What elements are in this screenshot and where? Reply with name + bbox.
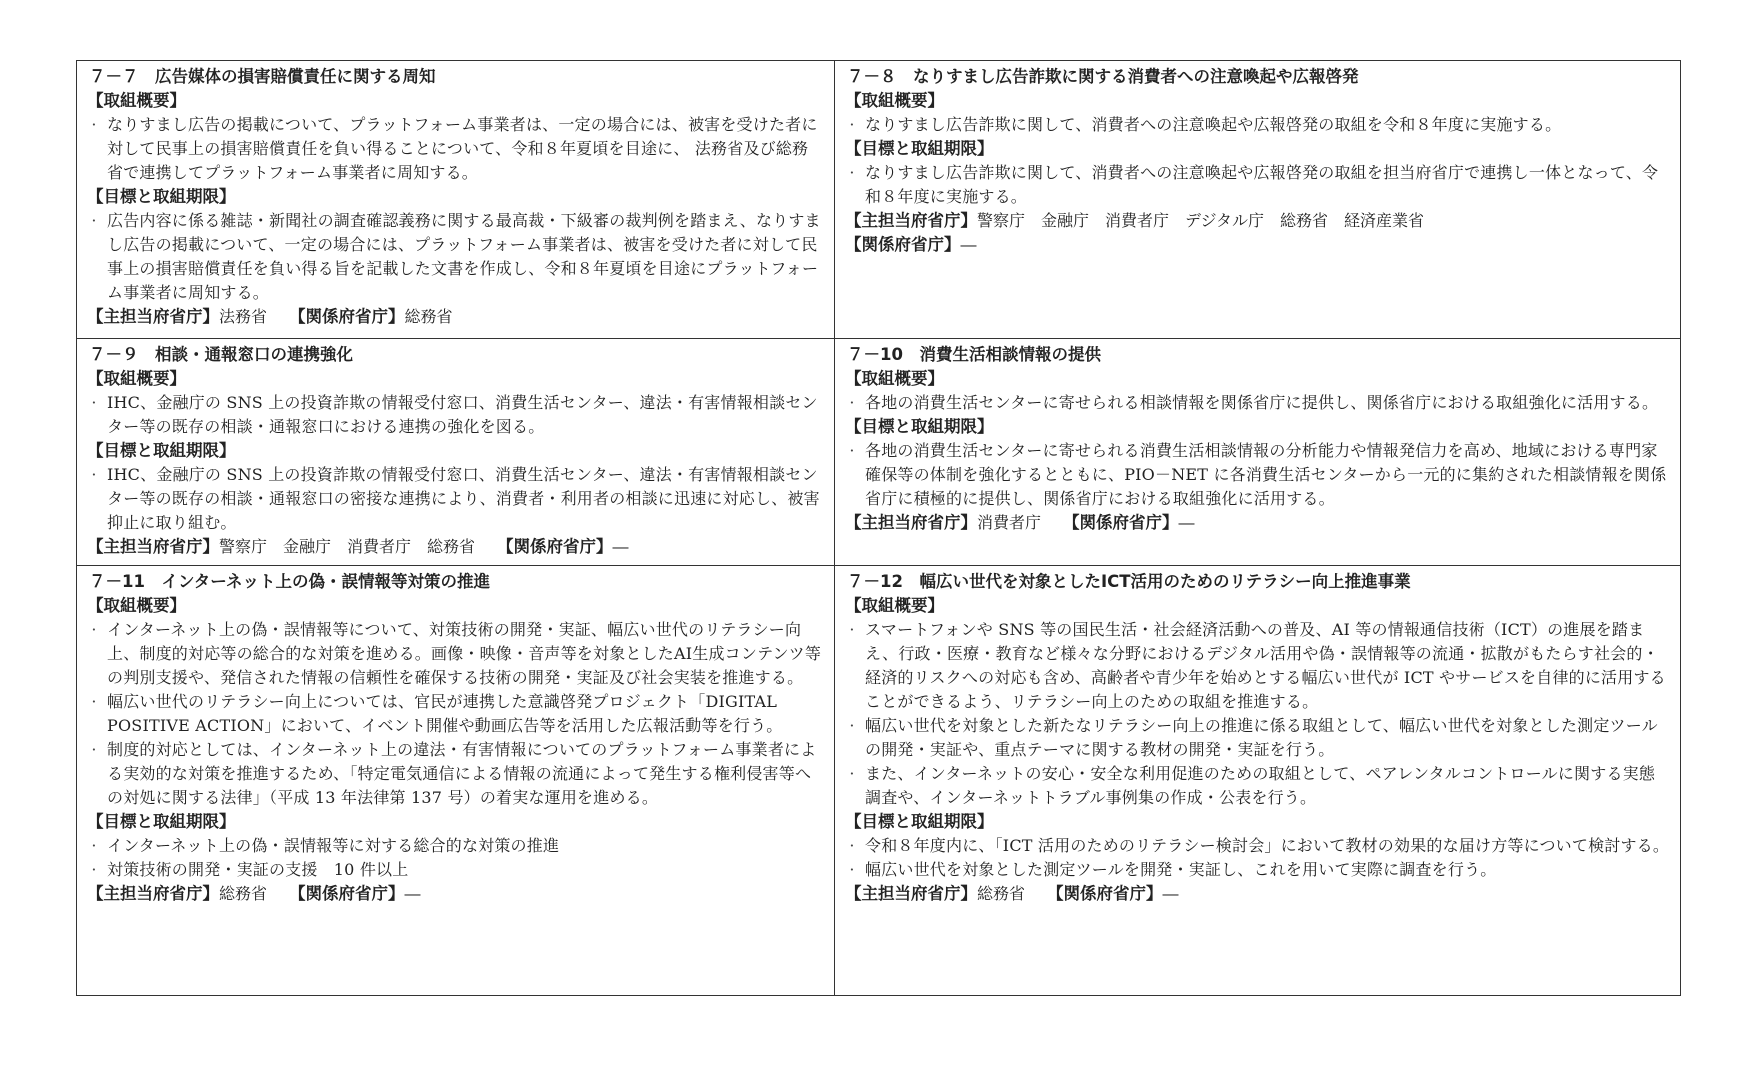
measure-title: ７－８ なりすまし広告詐欺に関する消費者への注意喚起や広報啓発: [847, 67, 1359, 86]
goal-item-text: 各地の消費生活センターに寄せられる消費生活相談情報の分析能力や情報発信力を高め、地域における専門家確保等の体制を強化するとともに、PIO－NET に各消費生活センターから一元的に集約された相談情報を関係省庁に積極的に提供し、関係省庁における取組強化に活用する。: [865, 441, 1667, 508]
measure-cell: [835, 339, 1681, 566]
overview-heading: 【取組概要】: [87, 91, 186, 110]
agency-line: [87, 535, 824, 559]
goal-item: [845, 858, 1670, 882]
agency-line: [845, 882, 1670, 906]
measure-cell: [77, 566, 835, 996]
related-agency-label: 【関係府省庁】: [1047, 884, 1163, 903]
main-agency-value: 消費者庁: [977, 513, 1042, 532]
measure-title: ７－12 幅広い世代を対象としたICT活用のためのリテラシー向上推進事業: [847, 572, 1411, 591]
related-agency-value: ―: [960, 235, 977, 254]
goal-item: [845, 439, 1670, 511]
main-agency-label: 【主担当府省庁】: [87, 884, 219, 903]
related-agency-label: 【関係府省庁】: [1063, 513, 1179, 532]
goal-heading: 【目標と取組期限】: [845, 139, 994, 158]
bullet-dot: ·: [849, 115, 855, 134]
overview-item: [87, 391, 824, 439]
goal-item-text: IHC、金融庁の SNS 上の投資詐欺の情報受付窓口、消費生活センター、違法・有害情報相談センター等の既存の相談・通報窓口の密接な連携により、消費者・利用者の相談に迅速に対応し、被害抑止に取り組む。: [107, 465, 820, 532]
main-agency-value: 総務省: [977, 884, 1026, 903]
bullet-dot: ·: [91, 465, 97, 484]
goal-heading: 【目標と取組期限】: [845, 417, 994, 436]
main-agency-label: 【主担当府省庁】: [87, 307, 219, 326]
goal-item: [87, 209, 824, 305]
overview-heading: 【取組概要】: [845, 369, 944, 388]
related-agency-label: 【関係府省庁】: [289, 884, 405, 903]
overview-item-text: 制度的対応としては、インターネット上の違法・有害情報についてのプラットフォーム事業者による実効的な対策を推進するため、「特定電気通信による情報の流通によって発生する権利侵害等への対処に関する法律」（平成 13 年法律第 137 号）の着実な運用を進める。: [107, 740, 817, 807]
overview-item: [87, 113, 824, 185]
measure-cell: [835, 61, 1681, 339]
overview-item-text: 各地の消費生活センターに寄せられる相談情報を関係省庁に提供し、関係省庁における取組強化に活用する。: [865, 393, 1659, 412]
related-agency-value: 総務省: [404, 307, 453, 326]
bullet-dot: ·: [849, 393, 855, 412]
measure-cell: [835, 566, 1681, 996]
overview-item: [845, 762, 1670, 810]
related-agency-value: ―: [1178, 513, 1195, 532]
bullet-dot: ·: [91, 620, 97, 639]
overview-item-text: また、インターネットの安心・安全な利用促進のための取組として、ペアレンタルコントロールに関する実態調査や、インターネットトラブル事例集の作成・公表を行う。: [865, 764, 1656, 807]
goal-item-text: 対策技術の開発・実証の支援 10 件以上: [107, 860, 409, 879]
measures-table: [76, 60, 1681, 996]
bullet-dot: ·: [91, 211, 97, 230]
agency-line: [845, 233, 1670, 257]
goal-item-text: 幅広い世代を対象とした測定ツールを開発・実証し、これを用いて実際に調査を行う。: [865, 860, 1497, 879]
bullet-dot: ·: [849, 620, 855, 639]
agency-line: [87, 882, 824, 906]
measure-title: ７－11 インターネット上の偽・誤情報等対策の推進: [89, 572, 490, 591]
overview-heading: 【取組概要】: [87, 369, 186, 388]
goal-item-text: インターネット上の偽・誤情報等に対する総合的な対策の推進: [107, 836, 560, 855]
overview-item: [87, 738, 824, 810]
table-row: [77, 61, 1681, 339]
bullet-dot: ·: [849, 764, 855, 783]
overview-item: [845, 113, 1670, 137]
bullet-dot: ·: [91, 115, 97, 134]
main-agency-label: 【主担当府省庁】: [87, 537, 219, 556]
agency-line: [845, 209, 1670, 233]
bullet-dot: ·: [849, 163, 855, 182]
measure-title: ７－９ 相談・通報窓口の連携強化: [89, 345, 353, 364]
overview-item: [845, 714, 1670, 762]
bullet-dot: ·: [849, 716, 855, 735]
agency-line: [87, 305, 824, 329]
related-agency-label: 【関係府省庁】: [289, 307, 405, 326]
main-agency-value: 総務省: [219, 884, 268, 903]
main-agency-label: 【主担当府省庁】: [845, 884, 977, 903]
main-agency-value: 法務省: [219, 307, 268, 326]
overview-item-text: 幅広い世代のリテラシー向上については、官民が連携した意識啓発プロジェクト「DIGITAL POSITIVE ACTION」において、イベント開催や動画広告等を活用した広報活動等を行う。: [107, 692, 783, 735]
bullet-dot: ·: [91, 692, 97, 711]
overview-item: [87, 618, 824, 690]
related-agency-value: ―: [1162, 884, 1179, 903]
bullet-dot: ·: [91, 740, 97, 759]
goal-heading: 【目標と取組期限】: [845, 812, 994, 831]
measure-title: ７－７ 広告媒体の損害賠償責任に関する周知: [89, 67, 436, 86]
measures-table-body: [77, 61, 1681, 996]
overview-item: [845, 618, 1670, 714]
main-agency-value: 警察庁 金融庁 消費者庁 総務省: [219, 537, 476, 556]
measure-cell: [77, 61, 835, 339]
overview-item-text: なりすまし広告詐欺に関して、消費者への注意喚起や広報啓発の取組を令和８年度に実施する。: [865, 115, 1562, 134]
goal-item: [845, 161, 1670, 209]
overview-item-text: なりすまし広告の掲載について、プラットフォーム事業者は、一定の場合には、被害を受けた者に対して民事上の損害賠償責任を負い得ることについて、令和８年夏頃を目途に、 法務省及び総務省で連携してプラットフォーム事業者に周知する。: [107, 115, 818, 182]
agency-line: [845, 511, 1670, 535]
related-agency-label: 【関係府省庁】: [845, 235, 961, 254]
table-row: [77, 339, 1681, 566]
measure-cell: [77, 339, 835, 566]
main-agency-label: 【主担当府省庁】: [845, 211, 977, 230]
overview-heading: 【取組概要】: [845, 596, 944, 615]
bullet-dot: ·: [91, 860, 97, 879]
goal-item: [87, 834, 824, 858]
goal-item-text: なりすまし広告詐欺に関して、消費者への注意喚起や広報啓発の取組を担当府省庁で連携し一体となって、令和８年度に実施する。: [865, 163, 1659, 206]
overview-item: [845, 391, 1670, 415]
related-agency-value: ―: [404, 884, 421, 903]
bullet-dot: ·: [91, 393, 97, 412]
overview-item-text: 幅広い世代を対象とした新たなリテラシー向上の推進に係る取組として、幅広い世代を対象とした測定ツールの開発・実証や、重点テーマに関する教材の開発・実証を行う。: [865, 716, 1658, 759]
goal-item: [845, 834, 1670, 858]
main-agency-value: 警察庁 金融庁 消費者庁 デジタル庁 総務省 経済産業省: [977, 211, 1425, 230]
bullet-dot: ·: [849, 836, 855, 855]
overview-item-text: インターネット上の偽・誤情報等について、対策技術の開発・実証、幅広い世代のリテラシー向上、制度的対応等の総合的な対策を進める。画像・映像・音声等を対象としたAI生成コンテンツ等の判別支援や、発信された情報の信頼性を確保する技術の開発・実証及び社会実装を推進する。: [107, 620, 822, 687]
related-agency-label: 【関係府省庁】: [497, 537, 613, 556]
goal-heading: 【目標と取組期限】: [87, 187, 236, 206]
table-row: [77, 566, 1681, 996]
measure-title: ７－10 消費生活相談情報の提供: [847, 345, 1101, 364]
overview-item: [87, 690, 824, 738]
main-agency-label: 【主担当府省庁】: [845, 513, 977, 532]
goal-item: [87, 858, 824, 882]
goal-heading: 【目標と取組期限】: [87, 812, 236, 831]
related-agency-value: ―: [612, 537, 629, 556]
goal-heading: 【目標と取組期限】: [87, 441, 236, 460]
goal-item: [87, 463, 824, 535]
overview-item-text: IHC、金融庁の SNS 上の投資詐欺の情報受付窓口、消費生活センター、違法・有害情報相談センター等の既存の相談・通報窓口における連携の強化を図る。: [107, 393, 818, 436]
overview-item-text: スマートフォンや SNS 等の国民生活・社会経済活動への普及、AI 等の情報通信技術（ICT）の進展を踏まえ、行政・医療・教育など様々な分野におけるデジタル活用や偽・誤情報等の流通・拡散がもたらす社会的・経済的リスクへの対応も含め、高齢者や青少年を始めとする幅広い世代が ICT やサービスを自律的に活用することができるよう、リテラシー向上のための取組を推進する。: [865, 620, 1666, 711]
bullet-dot: ·: [91, 836, 97, 855]
bullet-dot: ·: [849, 441, 855, 460]
goal-item-text: 令和８年度内に、「ICT 活用のためのリテラシー検討会」において教材の効果的な届け方等について検討する。: [865, 836, 1670, 855]
goal-item-text: 広告内容に係る雑誌・新聞社の調査確認義務に関する最高裁・下級審の裁判例を踏まえ、なりすまし広告の掲載について、一定の場合には、プラットフォーム事業者は、被害を受けた者に対して民事上の損害賠償責任を負い得る旨を記載した文書を作成し、令和８年夏頃を目途にプラットフォーム事業者に周知する。: [107, 211, 821, 302]
overview-heading: 【取組概要】: [87, 596, 186, 615]
bullet-dot: ·: [849, 860, 855, 879]
overview-heading: 【取組概要】: [845, 91, 944, 110]
